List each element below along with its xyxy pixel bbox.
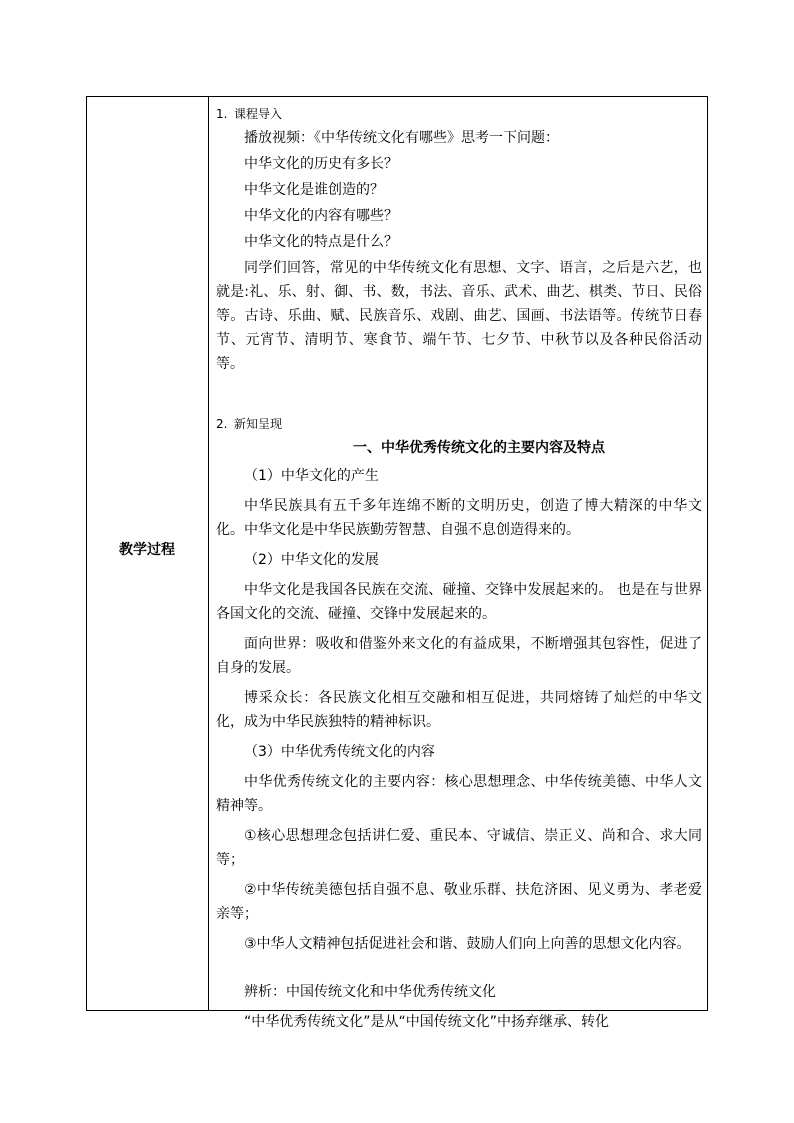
paragraph-content: 中华优秀传统文化的主要内容：核心思想理念、中华传统美德、中华人文精神等。: [216, 774, 702, 814]
section-1-header: [216, 96, 702, 122]
section-2-title: 新知呈现: [234, 417, 283, 431]
paragraph-development: 中华文化是我国各民族在交流、碰撞、交锋中发展起来的。 也是在与世界各国文化的交流、碰撞、交锋中发展起来的。: [216, 582, 702, 622]
list-item-virtues: ②中华传统美德包括自强不息、敬业乐群、扶危济困、见义勇为、孝老爱亲等；: [216, 882, 702, 922]
student-answer: 同学们回答，常见的中华传统文化有思想、文字、语言，之后是六艺，也就是:礼、乐、射、御、书、数，书法、音乐、武术、曲艺、棋类、节日、民俗等。古诗、乐曲、赋、民族音乐、戏剧、曲艺、国画、书法语等。传统节日春节、元宵节、清明节、寒食节、端午节、七夕节、中秋节以及各种民俗活动等。: [216, 260, 702, 372]
list-item-core-ideas: ①核心思想理念包括讲仁爱、重民本、守诚信、崇正义、尚和合、求大同等；: [216, 828, 702, 868]
table-column-divider: [208, 96, 209, 1011]
question-4: 中华文化的特点是什么？: [244, 234, 398, 250]
section-2-number: 2.: [216, 417, 228, 431]
section-1-title: 课程导入: [234, 107, 283, 121]
question-3: 中华文化的内容有哪些？: [244, 208, 398, 224]
row-label: 教学过程: [119, 542, 175, 558]
paragraph-origin: 中华民族具有五千多年连绵不断的文明历史，创造了博大精深的中华文化。中华文化是中华民族勤劳智慧、自强不息创造得来的。: [216, 498, 702, 538]
paragraph-world: 面向世界：吸收和借鉴外来文化的有益成果，不断增强其包容性，促进了自身的发展。: [216, 636, 702, 676]
lesson-content-cell: [216, 96, 702, 1030]
paragraph-integration: 博采众长：各民族文化相互交融和相互促进，共同熔铸了灿烂的中华文化，成为中华民族独特的精神标识。: [216, 690, 702, 730]
section-1-number: 1.: [216, 107, 228, 121]
question-2: 中华文化是谁创造的？: [244, 182, 384, 198]
subheading-2: （2）中华文化的发展: [244, 552, 379, 568]
subheading-1: （1）中华文化的产生: [244, 468, 379, 484]
analysis-heading: 辨析：中国传统文化和中华优秀传统文化: [244, 984, 496, 1000]
section-heading: 一、中华优秀传统文化的主要内容及特点: [353, 440, 605, 456]
video-intro: 播放视频：《中华传统文化有哪些》思考一下问题：: [244, 130, 559, 146]
question-1: 中华文化的历史有多长？: [244, 156, 398, 172]
analysis-text: “中华优秀传统文化”是从“中国传统文化”中扬弃继承、转化: [244, 1014, 610, 1030]
section-2-header: [216, 416, 702, 432]
list-item-humanism: ③中华人文精神包括促进社会和谐、鼓励人们向上向善的思想文化内容。: [244, 936, 691, 952]
subheading-3: （3）中华优秀传统文化的内容: [244, 744, 435, 760]
